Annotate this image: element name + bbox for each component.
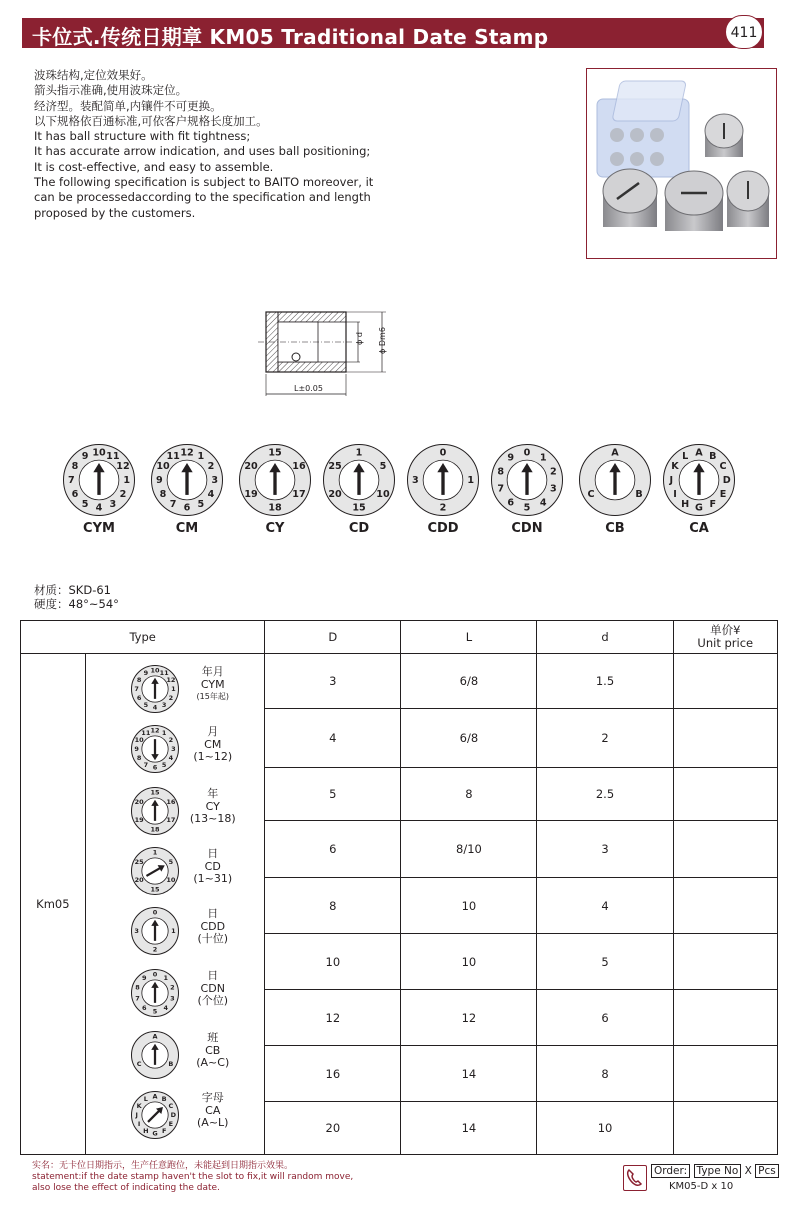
- dial-character: 2: [207, 461, 215, 473]
- dial-cy: [238, 443, 312, 543]
- dial-character: 5: [197, 498, 205, 510]
- dial-character: 1: [152, 848, 158, 857]
- dial-character: 8: [71, 461, 79, 473]
- d-dimension-label: ϕ d: [354, 332, 364, 345]
- dial-character: L: [143, 1095, 148, 1104]
- dial-character: B: [161, 1095, 167, 1104]
- dial-character: 1: [161, 729, 167, 738]
- desc-line: 箭头指示准确,使用波珠定位。: [34, 83, 188, 98]
- dial-character: 15: [352, 502, 366, 514]
- dial-character: F: [709, 498, 717, 510]
- dial-character: A: [611, 447, 619, 459]
- cell-d: 2.5: [537, 768, 673, 821]
- type-cn: 字母: [201, 1091, 224, 1104]
- type-cn: 日: [207, 969, 219, 982]
- L-header: L: [401, 621, 537, 654]
- dial-character: 1: [355, 447, 363, 459]
- type-code: CB: [205, 1043, 221, 1057]
- table-header-row: [21, 621, 778, 654]
- dial-character: 12: [180, 447, 194, 459]
- D-dimension-label: ϕ Dm6: [377, 327, 387, 354]
- type-range: (十位): [197, 932, 229, 945]
- type-cn: 日: [207, 907, 219, 920]
- dial-character: 15: [150, 788, 160, 797]
- type-item-cb: [94, 1026, 257, 1084]
- dial-character: 12: [166, 675, 176, 684]
- dial-character: 6: [141, 1003, 147, 1012]
- dial-character: 4: [95, 502, 103, 514]
- type-cn: 日: [207, 847, 219, 860]
- dial-character: 1: [467, 474, 475, 486]
- dial-character: 3: [169, 994, 175, 1003]
- dial-character: H: [681, 498, 690, 510]
- unit-price-cn: 单价¥: [710, 623, 741, 637]
- type-item-cy: [94, 782, 257, 840]
- material-info: [34, 584, 119, 611]
- cell-L: 10: [401, 878, 537, 934]
- dial-character: 12: [150, 726, 160, 735]
- cell-L: 14: [401, 1046, 537, 1102]
- cym-dial-icon: [130, 664, 180, 714]
- desc-line: proposed by the customers.: [34, 205, 196, 220]
- dial-character: 3: [549, 483, 557, 495]
- type-range: (1~31): [193, 872, 233, 885]
- dial-character: 1: [163, 974, 168, 983]
- dial-character: 0: [152, 970, 158, 979]
- type-code: CDD: [200, 919, 226, 933]
- type-cn: 年: [207, 787, 219, 800]
- cell-price: [673, 709, 777, 768]
- dial-character: 12: [116, 461, 130, 473]
- dial-character: 2: [549, 466, 557, 478]
- dial-character: 20: [134, 876, 144, 885]
- order-example: KM05-D x 10: [669, 1181, 734, 1192]
- dial-character: E: [719, 488, 727, 500]
- dial-character: C: [136, 1060, 142, 1069]
- cell-L: 6/8: [401, 709, 537, 768]
- cell-L: 14: [401, 1102, 537, 1155]
- type-code: CYM: [200, 677, 225, 691]
- cell-D: 10: [265, 934, 401, 990]
- D-header: D: [265, 621, 401, 654]
- dial-character: 4: [539, 497, 547, 509]
- dial-character: 1: [170, 927, 176, 935]
- type-item-label: [188, 788, 238, 826]
- hardness-line: 硬度：48°~54°: [34, 596, 119, 611]
- cell-D: 4: [265, 709, 401, 768]
- product-photo: [586, 68, 777, 259]
- cell-price: [673, 821, 777, 878]
- phone-icon: [623, 1165, 647, 1191]
- desc-line: The following specification is subject to BAITO moreover, it: [34, 175, 374, 190]
- cell-D: 5: [265, 768, 401, 821]
- statement-en-2: also lose the effect of indicating the date.: [32, 1183, 220, 1193]
- dial-character: 2: [169, 983, 175, 992]
- material-line: 材质：SKD-61: [34, 583, 111, 597]
- cell-d: 10: [537, 1102, 673, 1155]
- dial-character: 11: [159, 669, 169, 678]
- cell-price: [673, 990, 777, 1046]
- dial-character: 0: [439, 447, 447, 459]
- dial-character: 5: [152, 1007, 158, 1016]
- type-item-label: [188, 848, 238, 886]
- desc-line: It has accurate arrow indication, and uses ball positioning;: [34, 144, 371, 159]
- order-x: X: [744, 1165, 752, 1177]
- dial-character: 7: [497, 483, 505, 495]
- dial-cym: [62, 443, 136, 543]
- desc-line: 波珠结构,定位效果好。: [34, 68, 153, 82]
- type-item-label: [188, 666, 238, 704]
- cdd-dial-icon: [130, 906, 180, 956]
- page-title: 卡位式.传统日期章 KM05 Traditional Date Stamp: [32, 25, 549, 49]
- dial-character: 10: [376, 488, 390, 500]
- dial-character: 17: [292, 488, 306, 500]
- dial-code-label: CDD: [427, 521, 459, 536]
- dial-character: 4: [168, 754, 173, 763]
- dial-character: D: [170, 1111, 176, 1119]
- statement-en-1: statement:if the date stamp haven't the slot to fix,it will random move,: [32, 1172, 354, 1182]
- dial-character: C: [587, 488, 595, 500]
- cell-d: 3: [537, 821, 673, 878]
- dial-character: 8: [159, 488, 167, 500]
- dial-character: H: [142, 1126, 149, 1135]
- type-code: CA: [205, 1103, 221, 1117]
- dial-cdn: [490, 443, 564, 543]
- order-row: [651, 1165, 779, 1177]
- cell-L: 6/8: [401, 654, 537, 709]
- type-list: [94, 654, 257, 1154]
- cdn-dial-icon: [130, 968, 180, 1018]
- dial-character: 16: [166, 797, 176, 806]
- order-label: Order:: [651, 1164, 690, 1178]
- dial-ca: [662, 443, 736, 543]
- dial-character: 0: [152, 908, 158, 917]
- dial-character: 2: [152, 945, 158, 954]
- dial-character: 1: [123, 474, 131, 486]
- dial-character: 5: [143, 700, 148, 709]
- dial-character: 7: [143, 760, 148, 769]
- dial-character: 7: [169, 498, 177, 510]
- cell-d: 5: [537, 934, 673, 990]
- dial-character: 6: [507, 497, 515, 509]
- dial-character: 8: [135, 983, 140, 992]
- dial-code-label: CB: [605, 521, 625, 536]
- d-header: d: [537, 621, 673, 654]
- dial-character: 7: [134, 685, 139, 693]
- dial-character: 6: [152, 763, 158, 772]
- dial-character: 5: [81, 498, 89, 510]
- dial-character: 20: [328, 488, 342, 500]
- unit-price-en: Unit price: [697, 636, 754, 650]
- dial-type-gallery: [62, 443, 742, 543]
- type-cn: 月: [207, 725, 219, 738]
- dial-character: 10: [134, 735, 144, 744]
- cell-d: 4: [537, 878, 673, 934]
- type-code: CD: [204, 859, 221, 873]
- ca-dial-icon: [662, 443, 736, 517]
- cell-L: 8/10: [401, 821, 537, 878]
- dial-character: L: [682, 450, 689, 462]
- type-item-cd: [94, 842, 257, 900]
- cd-dial-icon: [322, 443, 396, 517]
- dial-character: 15: [150, 885, 160, 894]
- cd-dial-icon: [130, 846, 180, 896]
- cell-L: 8: [401, 768, 537, 821]
- dial-character: 2: [439, 502, 447, 514]
- type-range: (1~12): [193, 750, 233, 763]
- type-item-cm: [94, 720, 257, 778]
- dial-character: 11: [106, 450, 120, 462]
- type-item-label: [188, 970, 238, 1008]
- cell-D: 16: [265, 1046, 401, 1102]
- dial-character: 4: [152, 703, 158, 712]
- type-item-label: [188, 1092, 238, 1130]
- dial-character: 9: [141, 974, 147, 983]
- dial-character: 6: [183, 502, 191, 514]
- cm-dial-icon: [150, 443, 224, 517]
- type-range: (个位): [197, 994, 229, 1007]
- type-item-cym: [94, 660, 257, 718]
- dial-character: 3: [134, 927, 139, 935]
- dial-character: 10: [166, 876, 176, 885]
- cy-dial-icon: [238, 443, 312, 517]
- dial-character: 11: [166, 450, 180, 462]
- unit-price-header: [673, 621, 777, 654]
- dial-character: 5: [168, 857, 173, 866]
- cell-d: 1.5: [537, 654, 673, 709]
- dial-code-label: CA: [689, 521, 709, 536]
- type-cn: 班: [207, 1031, 219, 1044]
- cell-price: [673, 1102, 777, 1155]
- dial-character: 20: [244, 461, 258, 473]
- dial-character: 1: [197, 450, 205, 462]
- dial-character: I: [137, 1120, 141, 1129]
- dial-character: A: [152, 1092, 158, 1101]
- dial-cd: [322, 443, 396, 543]
- cy-dial-icon: [130, 786, 180, 836]
- cb-dial-icon: [578, 443, 652, 517]
- dial-code-label: CYM: [83, 521, 115, 536]
- footer-statement: [32, 1161, 353, 1194]
- dial-character: 3: [411, 474, 419, 486]
- cell-D: 3: [265, 654, 401, 709]
- dial-character: 17: [166, 816, 176, 825]
- desc-line: 经济型。装配简单,内镶件不可更换。: [34, 98, 222, 113]
- type-range: (A~C): [196, 1056, 230, 1069]
- dial-character: 7: [135, 994, 140, 1003]
- cell-D: 6: [265, 821, 401, 878]
- dial-character: F: [161, 1126, 167, 1135]
- cb-dial-icon: [130, 1030, 180, 1080]
- page-number-badge: 411: [725, 15, 763, 49]
- dial-character: 1: [539, 452, 547, 464]
- desc-line: It is cost-effective, and easy to assemble.: [34, 159, 274, 174]
- type-range: (13~18): [189, 812, 236, 825]
- type-range: (A~L): [197, 1116, 229, 1129]
- order-type-box: Type No: [694, 1164, 742, 1178]
- order-pcs-box: Pcs: [755, 1164, 779, 1178]
- dial-character: 8: [136, 675, 142, 684]
- type-code: CDN: [200, 981, 225, 995]
- statement-cn: 实名：无卡位日期指示，生产任意跑位，未能起到日期指示效果。: [32, 1161, 294, 1171]
- dial-character: A: [695, 447, 703, 459]
- cell-price: [673, 768, 777, 821]
- dial-character: 4: [207, 488, 215, 500]
- desc-line: 以下规格依百通标准,可依客户规格长度加工。: [34, 113, 268, 128]
- table-row: [21, 654, 778, 709]
- dial-character: G: [695, 502, 703, 514]
- cym-dial-icon: [62, 443, 136, 517]
- type-illustration-cell: [85, 654, 265, 1155]
- cross-section-drawing: [252, 302, 402, 407]
- cell-D: 20: [265, 1102, 401, 1155]
- phone-handset-icon: [624, 1166, 645, 1189]
- dial-character: 0: [523, 447, 531, 459]
- dial-character: 5: [161, 760, 167, 769]
- type-item-ca: [94, 1086, 257, 1144]
- cell-price: [673, 654, 777, 709]
- cdn-dial-icon: [490, 443, 564, 517]
- dial-character: 2: [168, 735, 173, 744]
- dial-character: B: [709, 450, 717, 462]
- dial-character: 20: [134, 797, 144, 806]
- cm-dial-icon: [130, 724, 180, 774]
- cell-D: 12: [265, 990, 401, 1046]
- cell-d: 8: [537, 1046, 673, 1102]
- type-item-label: [188, 726, 238, 764]
- dial-character: B: [168, 1060, 174, 1069]
- dial-character: B: [635, 488, 643, 500]
- type-code: CY: [205, 799, 220, 813]
- cell-price: [673, 934, 777, 990]
- dial-character: 4: [163, 1003, 168, 1012]
- dial-character: 3: [170, 745, 176, 753]
- dial-character: 2: [119, 488, 127, 500]
- dial-code-label: CY: [265, 521, 285, 536]
- dial-character: 15: [268, 447, 282, 459]
- order-format: [623, 1163, 778, 1193]
- dial-character: 3: [161, 700, 167, 709]
- cell-D: 8: [265, 878, 401, 934]
- dial-character: K: [136, 1101, 142, 1110]
- dial-character: 9: [81, 450, 89, 462]
- spec-table: [20, 620, 778, 1155]
- page-header: [22, 18, 764, 48]
- dial-character: 7: [67, 474, 75, 486]
- L-dimension-label: L±0.05: [294, 384, 323, 393]
- type-item-label: [188, 908, 238, 946]
- dial-character: 3: [211, 474, 219, 486]
- dial-character: 25: [134, 857, 144, 866]
- type-header: Type: [21, 621, 265, 654]
- dial-character: 18: [268, 502, 282, 514]
- type-cn: 年月: [201, 665, 224, 678]
- technical-drawing: [252, 302, 402, 407]
- dial-cdd: [406, 443, 480, 543]
- dial-character: 6: [136, 694, 142, 703]
- dial-character: E: [168, 1120, 173, 1129]
- dial-character: 9: [134, 745, 139, 753]
- desc-line: can be processedaccording to the specification and length: [34, 190, 371, 205]
- cell-L: 10: [401, 934, 537, 990]
- cell-d: 6: [537, 990, 673, 1046]
- dial-character: 9: [155, 474, 163, 486]
- product-photo-illustration: [587, 69, 776, 258]
- dial-code-label: CD: [348, 521, 370, 536]
- dial-character: 19: [244, 488, 258, 500]
- product-description: [34, 68, 394, 221]
- dial-character: 10: [156, 461, 170, 473]
- dial-character: A: [152, 1032, 158, 1041]
- cell-d: 2: [537, 709, 673, 768]
- dial-character: K: [671, 461, 679, 473]
- dial-character: 10: [150, 666, 160, 675]
- dial-character: 25: [328, 461, 342, 473]
- cdd-dial-icon: [406, 443, 480, 517]
- dial-character: 18: [150, 825, 160, 834]
- type-code: CM: [204, 737, 222, 751]
- dial-character: 5: [523, 502, 531, 514]
- cell-L: 12: [401, 990, 537, 1046]
- dial-character: J: [135, 1111, 138, 1119]
- type-item-cdn: [94, 964, 257, 1022]
- type-item-label: [188, 1032, 238, 1070]
- dial-character: 1: [170, 685, 176, 693]
- dial-character: 3: [109, 498, 117, 510]
- dial-code-label: CDN: [511, 521, 543, 536]
- dial-character: G: [152, 1129, 158, 1138]
- type-range: (15年起): [196, 692, 229, 701]
- cell-price: [673, 878, 777, 934]
- dial-character: J: [669, 474, 674, 486]
- dial-character: C: [168, 1101, 174, 1110]
- desc-line: It has ball structure with fit tightness;: [34, 129, 251, 144]
- dial-character: I: [673, 488, 677, 500]
- dial-cb: [578, 443, 652, 543]
- dial-character: 19: [134, 816, 144, 825]
- dial-character: 9: [143, 669, 148, 678]
- dial-character: 8: [136, 754, 142, 763]
- dial-character: C: [719, 461, 727, 473]
- dial-character: 6: [71, 488, 79, 500]
- dial-character: 8: [497, 466, 505, 478]
- series-name-cell: Km05: [21, 654, 86, 1155]
- dial-character: 5: [379, 461, 387, 473]
- dial-character: 16: [292, 461, 306, 473]
- dial-code-label: CM: [175, 521, 199, 536]
- dial-character: 9: [507, 452, 515, 464]
- dial-character: 2: [168, 694, 173, 703]
- type-item-cdd: [94, 902, 257, 960]
- dial-character: D: [722, 474, 731, 486]
- ca-dial-icon: [130, 1090, 180, 1140]
- dial-cm: [150, 443, 224, 543]
- dial-character: 10: [92, 447, 106, 459]
- cell-price: [673, 1046, 777, 1102]
- dial-character: 11: [141, 729, 151, 738]
